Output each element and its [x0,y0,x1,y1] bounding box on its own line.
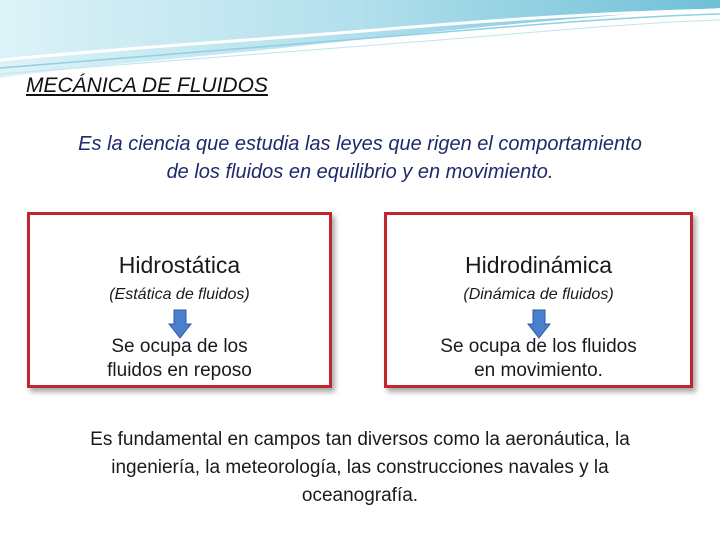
definition-text [18,130,702,186]
card-subtitle: (Dinámica de fluidos) [463,286,614,303]
card-subtitle: (Estática de fluidos) [109,286,250,303]
footer-line-3: oceanografía. [301,485,419,506]
card-title: Hidrostática [118,252,241,278]
footer-line-1: Es fundamental en campos tan diversos como la aeronáutica, la [90,429,630,450]
card-desc-line-1: Se ocupa de los [111,336,248,357]
hidrodinamica-card [384,212,693,388]
card-description [397,335,680,383]
card-title: Hidrodinámica [464,252,612,278]
definition-line-1: Es la ciencia que estudia las leyes que rigen el comportamiento [78,133,642,155]
hidrostatica-card [27,212,332,388]
card-desc-line-2: fluidos en reposo [107,360,252,381]
card-desc-line-2: en movimiento. [474,360,603,381]
footer-line-2: ingeniería, la meteorología, las construcciones navales y la [111,457,609,478]
definition-line-2: de los fluidos en equilibrio y en movimiento. [166,161,554,183]
card-desc-line-1: Se ocupa de los fluidos [440,336,637,357]
card-description [40,335,319,383]
slide-title: MECÁNICA DE FLUIDOS [26,74,268,97]
footer-text [30,426,690,510]
